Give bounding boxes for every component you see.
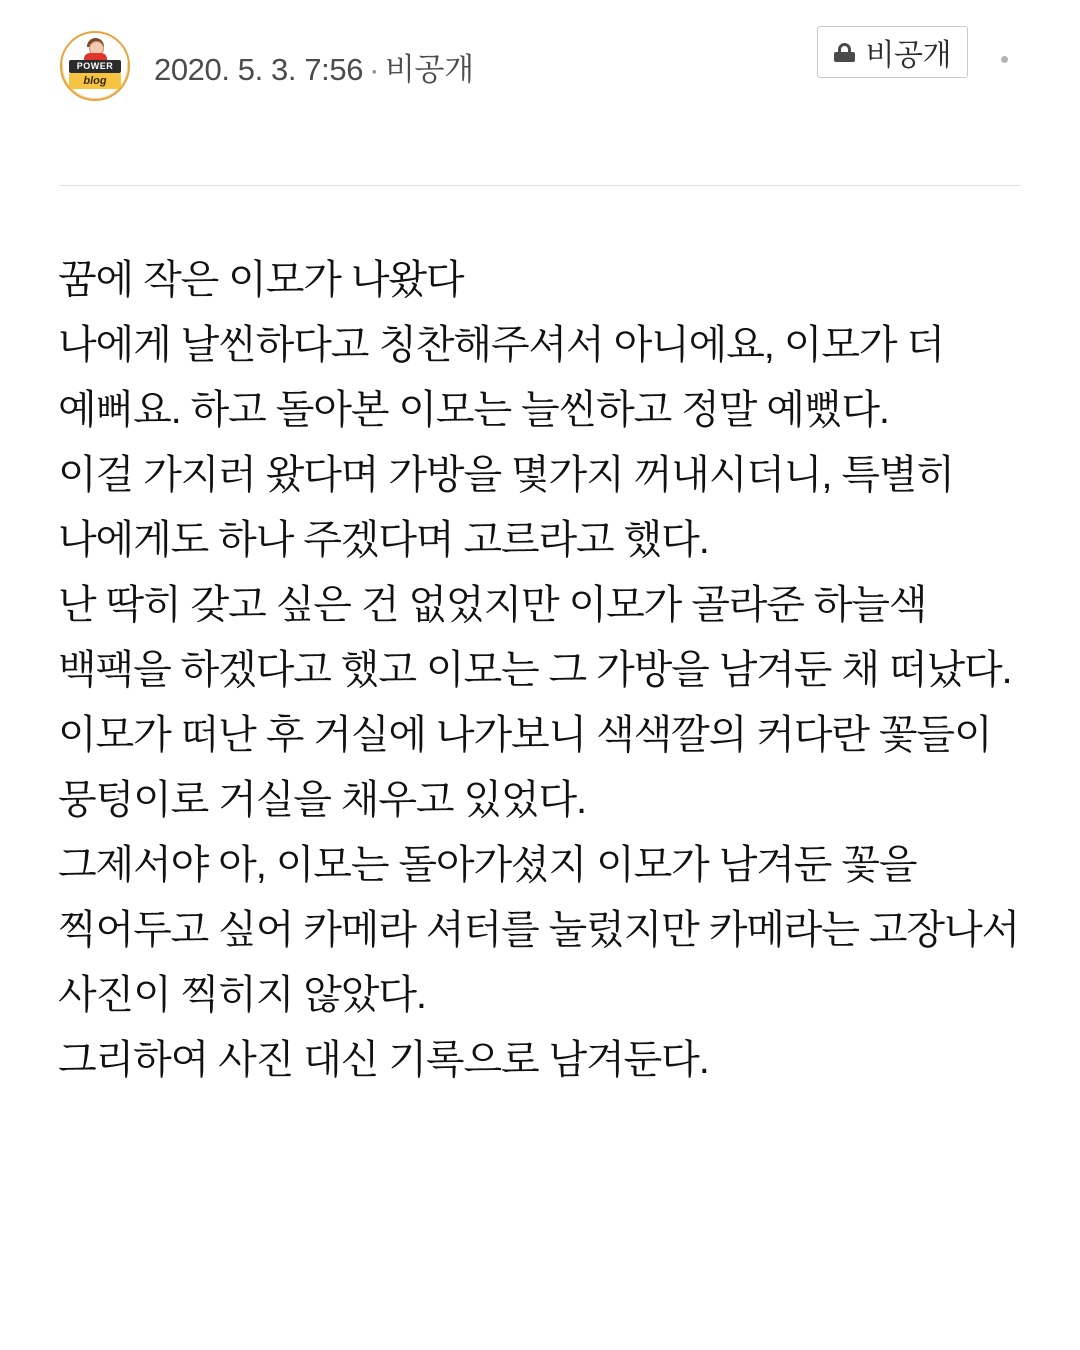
post-paragraph: 난 딱히 갖고 싶은 건 없었지만 이모가 골라준 하늘색 백팩을 하겠다고 했고 이모는 그 가방을 남겨둔 채 떠났다. — [58, 583, 1012, 692]
post-meta — [154, 44, 474, 89]
post-paragraph: 그제서야 아, 이모는 돌아가셨지 이모가 남겨둔 꽃을 찍어두고 싶어 카메라 셔터를 눌렀지만 카메라는 고장나서 사진이 찍히지 않았다. — [58, 843, 1020, 1017]
post-date: 2020. 5. 3. 7:56 — [154, 51, 364, 87]
post-header — [0, 0, 1080, 132]
post-paragraph: 이모가 떠난 후 거실에 나가보니 색색깔의 커다란 꽃들이 뭉텅이로 거실을 채우고 있었다. — [58, 713, 992, 822]
power-blog-avatar-icon[interactable] — [60, 31, 130, 101]
avatar-power-label: POWER — [69, 60, 121, 73]
post-visibility-text: 비공개 — [385, 51, 474, 87]
avatar-blog-label: blog — [69, 73, 121, 89]
post-paragraph: 그리하여 사진 대신 기록으로 남겨둔다. — [58, 1038, 709, 1082]
visibility-chip-label: 비공개 — [865, 39, 951, 72]
header-divider — [60, 185, 1020, 186]
lock-icon — [834, 43, 856, 61]
more-options-icon[interactable] — [1001, 56, 1008, 63]
visibility-chip[interactable] — [817, 26, 968, 78]
meta-separator: · — [369, 51, 379, 87]
post-paragraph: 나에게 날씬하다고 칭찬해주셔서 아니에요, 이모가 더 예뻐요. 하고 돌아본 이모는 늘씬하고 정말 예뻤다. — [58, 323, 944, 432]
post-paragraph: 꿈에 작은 이모가 나왔다 — [58, 258, 464, 302]
post-body — [58, 248, 1030, 1093]
post-paragraph: 이걸 가지러 왔다며 가방을 몇가지 꺼내시더니, 특별히 나에게도 하나 주겠다며 고르라고 했다. — [58, 453, 954, 562]
